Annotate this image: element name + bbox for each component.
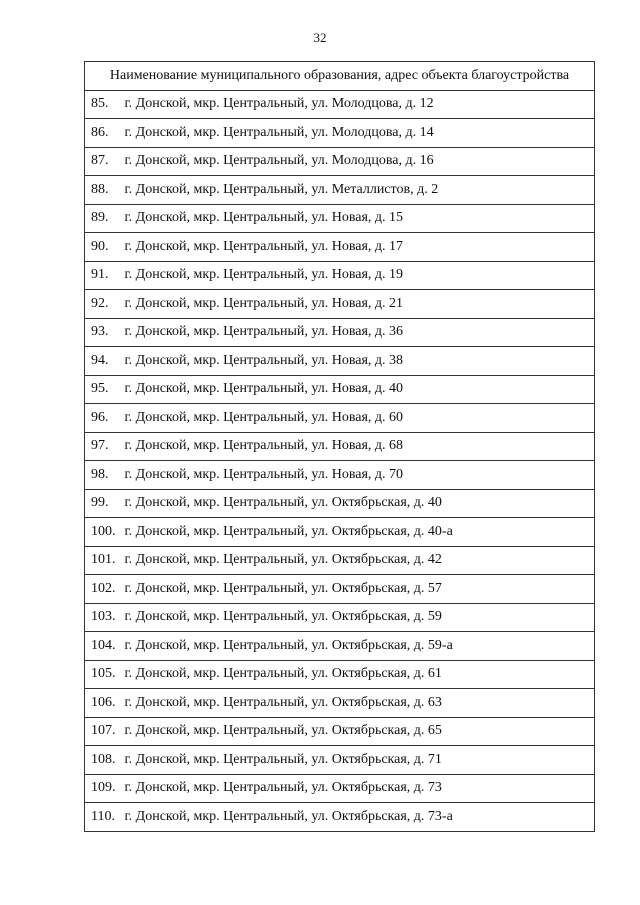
row-number: 93. bbox=[91, 324, 109, 340]
row-number: 87. bbox=[91, 153, 109, 169]
table-row bbox=[85, 375, 595, 404]
table-row bbox=[85, 803, 595, 832]
table-row bbox=[85, 119, 595, 148]
table-cell bbox=[85, 375, 595, 404]
table-row bbox=[85, 404, 595, 433]
table-row bbox=[85, 717, 595, 746]
row-address: г. Донской, мкр. Центральный, ул. Новая, д. 70 bbox=[124, 466, 404, 482]
table-cell bbox=[85, 404, 595, 433]
row-number: 107. bbox=[91, 723, 116, 739]
address-table bbox=[84, 61, 595, 832]
table-row bbox=[85, 603, 595, 632]
row-number: 97. bbox=[91, 438, 109, 454]
row-address: г. Донской, мкр. Центральный, ул. Новая, д. 38 bbox=[124, 352, 404, 368]
row-number: 96. bbox=[91, 409, 109, 425]
row-number: 102. bbox=[91, 580, 116, 596]
row-address: г. Донской, мкр. Центральный, ул. Октябрьская, д. 71 bbox=[124, 751, 442, 767]
row-address: г. Донской, мкр. Центральный, ул. Октябрьская, д. 57 bbox=[124, 580, 442, 596]
row-number: 109. bbox=[91, 780, 116, 796]
table-cell bbox=[85, 689, 595, 718]
row-address: г. Донской, мкр. Центральный, ул. Новая, д. 36 bbox=[124, 324, 404, 340]
table-header-row bbox=[85, 62, 595, 91]
row-address: г. Донской, мкр. Центральный, ул. Октябрьская, д. 42 bbox=[124, 552, 442, 568]
table-row bbox=[85, 318, 595, 347]
table-cell bbox=[85, 119, 595, 148]
row-number: 100. bbox=[91, 523, 116, 539]
row-number: 85. bbox=[91, 96, 109, 112]
row-address: г. Донской, мкр. Центральный, ул. Металлистов, д. 2 bbox=[124, 181, 439, 197]
table-row bbox=[85, 575, 595, 604]
row-number: 101. bbox=[91, 552, 116, 568]
row-address: г. Донской, мкр. Центральный, ул. Октябрьская, д. 59-а bbox=[124, 637, 453, 653]
row-address: г. Донской, мкр. Центральный, ул. Октябрьская, д. 59 bbox=[124, 609, 442, 625]
table-cell bbox=[85, 774, 595, 803]
table-row bbox=[85, 432, 595, 461]
row-number: 95. bbox=[91, 381, 109, 397]
table-cell bbox=[85, 461, 595, 490]
row-address: г. Донской, мкр. Центральный, ул. Октябрьская, д. 65 bbox=[124, 723, 442, 739]
row-address: г. Донской, мкр. Центральный, ул. Октябрьская, д. 73 bbox=[124, 780, 442, 796]
row-address: г. Донской, мкр. Центральный, ул. Молодцова, д. 16 bbox=[124, 153, 434, 169]
row-number: 88. bbox=[91, 181, 109, 197]
row-number: 105. bbox=[91, 666, 116, 682]
table-cell bbox=[85, 603, 595, 632]
row-address: г. Донской, мкр. Центральный, ул. Новая, д. 21 bbox=[124, 295, 404, 311]
row-address: г. Донской, мкр. Центральный, ул. Молодцова, д. 12 bbox=[124, 96, 434, 112]
table-row bbox=[85, 660, 595, 689]
table-row bbox=[85, 689, 595, 718]
table-row bbox=[85, 290, 595, 319]
table-cell bbox=[85, 318, 595, 347]
table-cell bbox=[85, 432, 595, 461]
row-number: 108. bbox=[91, 751, 116, 767]
row-number: 86. bbox=[91, 124, 109, 140]
row-number: 104. bbox=[91, 637, 116, 653]
table-row bbox=[85, 546, 595, 575]
table-cell bbox=[85, 575, 595, 604]
table-row bbox=[85, 90, 595, 119]
row-address: г. Донской, мкр. Центральный, ул. Новая, д. 15 bbox=[124, 210, 404, 226]
row-number: 89. bbox=[91, 210, 109, 226]
table-row bbox=[85, 347, 595, 376]
table-header: Наименование муниципального образования, адрес объекта благоустройства bbox=[85, 62, 595, 91]
table-cell bbox=[85, 803, 595, 832]
table-cell bbox=[85, 347, 595, 376]
table-row bbox=[85, 176, 595, 205]
table-cell bbox=[85, 147, 595, 176]
table-cell bbox=[85, 518, 595, 547]
table-cell bbox=[85, 261, 595, 290]
table-row bbox=[85, 233, 595, 262]
table-cell bbox=[85, 290, 595, 319]
table-row bbox=[85, 204, 595, 233]
row-number: 98. bbox=[91, 466, 109, 482]
row-address: г. Донской, мкр. Центральный, ул. Новая, д. 40 bbox=[124, 381, 404, 397]
table-row bbox=[85, 147, 595, 176]
row-number: 106. bbox=[91, 694, 116, 710]
table-cell bbox=[85, 90, 595, 119]
row-address: г. Донской, мкр. Центральный, ул. Новая, д. 17 bbox=[124, 238, 404, 254]
table-cell bbox=[85, 176, 595, 205]
table-cell bbox=[85, 660, 595, 689]
table-body bbox=[85, 90, 595, 831]
row-address: г. Донской, мкр. Центральный, ул. Октябрьская, д. 40 bbox=[124, 495, 442, 511]
table-row bbox=[85, 746, 595, 775]
table-cell bbox=[85, 746, 595, 775]
row-number: 103. bbox=[91, 609, 116, 625]
table-cell bbox=[85, 717, 595, 746]
row-address: г. Донской, мкр. Центральный, ул. Новая, д. 60 bbox=[124, 409, 404, 425]
table-cell bbox=[85, 204, 595, 233]
row-address: г. Донской, мкр. Центральный, ул. Октябрьская, д. 63 bbox=[124, 694, 442, 710]
table-cell bbox=[85, 489, 595, 518]
row-address: г. Донской, мкр. Центральный, ул. Новая, д. 19 bbox=[124, 267, 404, 283]
row-number: 92. bbox=[91, 295, 109, 311]
table-cell bbox=[85, 546, 595, 575]
row-address: г. Донской, мкр. Центральный, ул. Молодцова, д. 14 bbox=[124, 124, 434, 140]
table-row bbox=[85, 774, 595, 803]
row-number: 110. bbox=[91, 808, 115, 824]
table-row bbox=[85, 632, 595, 661]
row-address: г. Донской, мкр. Центральный, ул. Октябрьская, д. 61 bbox=[124, 666, 442, 682]
page-number: 32 bbox=[313, 30, 327, 45]
row-number: 99. bbox=[91, 495, 109, 511]
table-cell bbox=[85, 233, 595, 262]
table-row bbox=[85, 461, 595, 490]
table-row bbox=[85, 489, 595, 518]
table-row bbox=[85, 261, 595, 290]
table-cell bbox=[85, 632, 595, 661]
row-address: г. Донской, мкр. Центральный, ул. Октябрьская, д. 40-а bbox=[124, 523, 453, 539]
row-number: 91. bbox=[91, 267, 109, 283]
table-row bbox=[85, 518, 595, 547]
row-address: г. Донской, мкр. Центральный, ул. Новая, д. 68 bbox=[124, 438, 404, 454]
row-number: 94. bbox=[91, 352, 109, 368]
row-number: 90. bbox=[91, 238, 109, 254]
row-address: г. Донской, мкр. Центральный, ул. Октябрьская, д. 73-а bbox=[124, 808, 453, 824]
